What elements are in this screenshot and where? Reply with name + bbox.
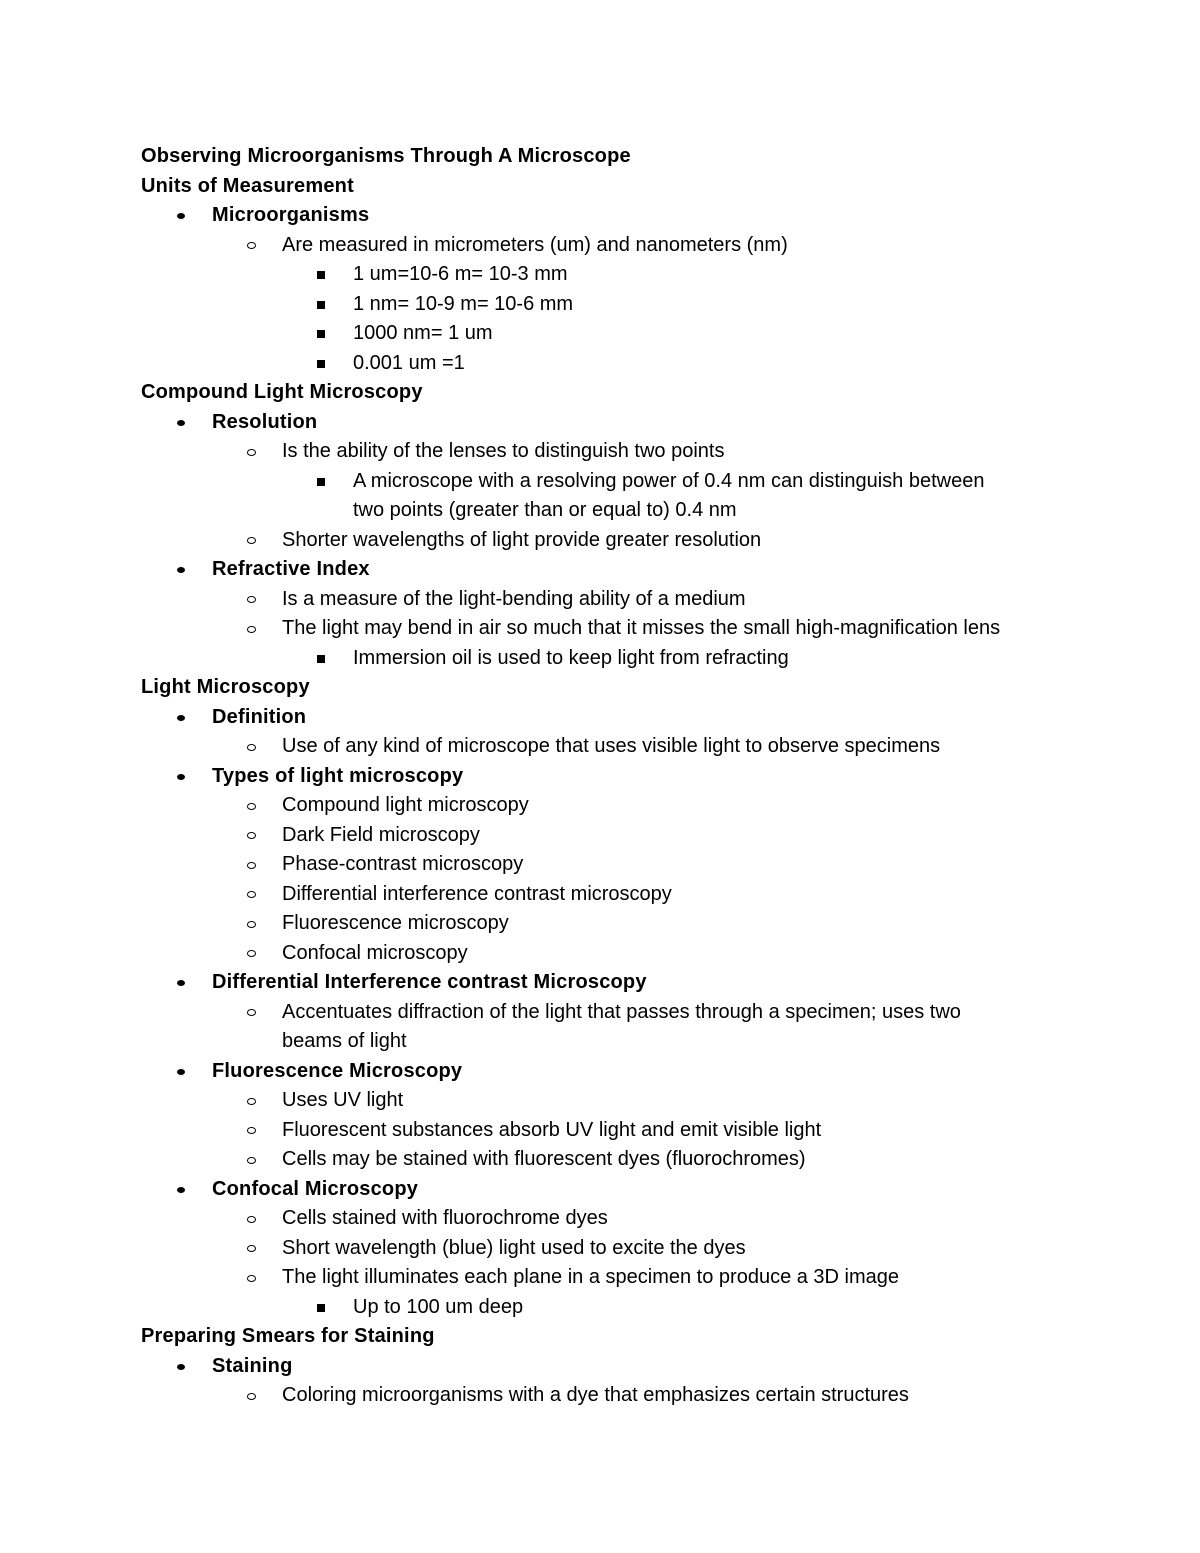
bullet-circle-icon	[247, 1127, 256, 1134]
bullet-square-icon	[317, 655, 325, 663]
bullet-circle-icon	[247, 1009, 256, 1016]
bullet-dot-icon	[177, 774, 185, 780]
document-body	[141, 142, 1141, 1411]
bullet-circle-icon	[247, 449, 256, 456]
bullet-circle-icon	[247, 862, 256, 869]
bullet-square-icon	[317, 360, 325, 368]
list-item: Is a measure of the light-bending ability of a medium	[141, 585, 1141, 615]
bullet-square-icon	[317, 271, 325, 279]
list-item: Confocal Microscopy	[141, 1175, 1141, 1205]
list-item-continuation: beams of light	[282, 1030, 407, 1052]
list-item: Fluorescence Microscopy	[141, 1057, 1141, 1087]
list-item: Use of any kind of microscope that uses visible light to observe specimens	[141, 732, 1141, 762]
section-heading-units: Units of Measurement	[141, 174, 354, 197]
list-item: Definition	[141, 703, 1141, 733]
bullet-circle-icon	[247, 537, 256, 544]
list-item: Are measured in micrometers (um) and nanometers (nm)	[141, 231, 1141, 261]
bullet-circle-icon	[247, 744, 256, 751]
list-item: 0.001 um =1	[141, 349, 1141, 379]
list-item: Cells may be stained with fluorescent dyes (fluorochromes)	[141, 1145, 1141, 1175]
list-item: Cells stained with fluorochrome dyes	[141, 1204, 1141, 1234]
bullet-square-icon	[317, 301, 325, 309]
list-item: Differential interference contrast microscopy	[141, 880, 1141, 910]
bullet-dot-icon	[177, 420, 185, 426]
bullet-circle-icon	[247, 921, 256, 928]
list-item: Is the ability of the lenses to distinguish two points	[141, 437, 1141, 467]
bullet-dot-icon	[177, 1187, 185, 1193]
bullet-dot-icon	[177, 1069, 185, 1075]
list-item: Compound light microscopy	[141, 791, 1141, 821]
bullet-circle-icon	[247, 626, 256, 633]
bullet-dot-icon	[177, 213, 185, 219]
bullet-square-icon	[317, 1304, 325, 1312]
list-item-continuation: two points (greater than or equal to) 0.4 nm	[353, 499, 737, 521]
list-item: Shorter wavelengths of light provide greater resolution	[141, 526, 1141, 556]
bullet-dot-icon	[177, 567, 185, 573]
bullet-dot-icon	[177, 715, 185, 721]
bullet-square-icon	[317, 478, 325, 486]
list-item: Phase-contrast microscopy	[141, 850, 1141, 880]
list-item: Dark Field microscopy	[141, 821, 1141, 851]
list-item: The light may bend in air so much that it misses the small high-magnification lens	[141, 614, 1141, 644]
bullet-circle-icon	[247, 1393, 256, 1400]
bullet-circle-icon	[247, 832, 256, 839]
list-item: Staining	[141, 1352, 1141, 1382]
list-item: Confocal microscopy	[141, 939, 1141, 969]
bullet-circle-icon	[247, 1216, 256, 1223]
bullet-circle-icon	[247, 1275, 256, 1282]
bullet-circle-icon	[247, 1098, 256, 1105]
bullet-circle-icon	[247, 242, 256, 249]
bullet-circle-icon	[247, 1245, 256, 1252]
bullet-circle-icon	[247, 950, 256, 957]
bullet-circle-icon	[247, 891, 256, 898]
list-item: A microscope with a resolving power of 0.4 nm can distinguish between	[141, 467, 1141, 497]
list-item: Resolution	[141, 408, 1141, 438]
list-item: Fluorescent substances absorb UV light and emit visible light	[141, 1116, 1141, 1146]
bullet-circle-icon	[247, 803, 256, 810]
list-item: Coloring microorganisms with a dye that emphasizes certain structures	[141, 1381, 1141, 1411]
list-item: Microorganisms	[141, 201, 1141, 231]
list-item: Types of light microscopy	[141, 762, 1141, 792]
list-item: The light illuminates each plane in a specimen to produce a 3D image	[141, 1263, 1141, 1293]
list-item: 1000 nm= 1 um	[141, 319, 1141, 349]
bullet-circle-icon	[247, 1157, 256, 1164]
list-item: 1 um=10-6 m= 10-3 mm	[141, 260, 1141, 290]
document-title: Observing Microorganisms Through A Microscope	[141, 145, 631, 167]
list-item: Differential Interference contrast Microscopy	[141, 968, 1141, 998]
list-item: Accentuates diffraction of the light that passes through a specimen; uses two	[141, 998, 1141, 1028]
list-item: Up to 100 um deep	[141, 1293, 1141, 1323]
list-item: Uses UV light	[141, 1086, 1141, 1116]
section-heading-compound: Compound Light Microscopy	[141, 381, 423, 403]
list-item: Short wavelength (blue) light used to excite the dyes	[141, 1234, 1141, 1264]
bullet-square-icon	[317, 330, 325, 338]
bullet-dot-icon	[177, 1364, 185, 1370]
list-item: Refractive Index	[141, 555, 1141, 585]
list-item: Immersion oil is used to keep light from refracting	[141, 644, 1141, 674]
list-item: Fluorescence microscopy	[141, 909, 1141, 939]
bullet-dot-icon	[177, 980, 185, 986]
bullet-circle-icon	[247, 596, 256, 603]
section-heading-light: Light Microscopy	[141, 676, 310, 698]
list-item: 1 nm= 10-9 m= 10-6 mm	[141, 290, 1141, 320]
section-heading-smears: Preparing Smears for Staining	[141, 1325, 435, 1347]
